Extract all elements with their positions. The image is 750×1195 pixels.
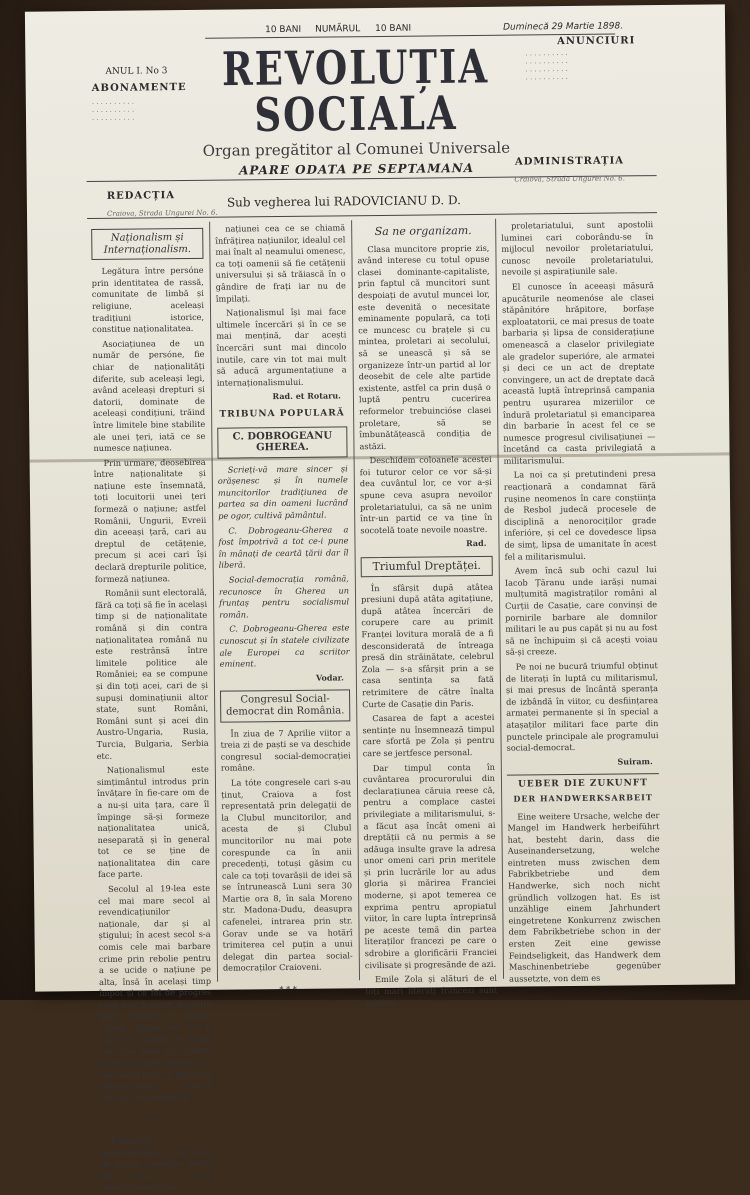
- redactia-label: REDACȚIA: [106, 190, 176, 202]
- paragraph: Legătura între persóne prin identitatea de rassă, comunitate de limbă și religiune, aceleași tradițiuni istorice, constitue naționalitatea.: [91, 265, 205, 335]
- paragraph: Clasa muncitore proprie zis, având interese cu totul opuse clasei dominante-capitaliste, prin faptul că muncitori sunt despoiați de avutul muncei lor, este devenită o necesitate eminamente populară, ca toți ce muncesc cu brațele și cu mintea, proletari ai secolului, să se unească și să se organizeze într-un partid al lor deosebit de cele alte partide existente, astfel ca prin dușă o luptă pentru cucerirea reformelor trebuincióse clasei proletare, să se îmbunătățească condiția de astăzi.: [357, 242, 492, 451]
- price-left: 10 BANI: [265, 24, 302, 36]
- article-title-organizam: Sa ne organizam.: [374, 224, 472, 239]
- paragraph: Prin urmare, deosebirea între naționalitate și națiune este însemnată, toți locuitorii unei țeri formeză o națiune; astfel Românii, Ungurii, Evreii din aceeași țară, cari au dreptul de cetățenie, precum și acei cari își declară drepturile politice, formeză națiunea.: [93, 456, 207, 584]
- paragraph: Exemplul naționalităților a dat mult de gândit capetelor nobile din care a eșit internaționalismul: [100, 1135, 214, 1193]
- anunciuri-label: ANUNCIURI: [557, 35, 636, 48]
- article-title-triumf: Triumful Dreptăței.: [361, 556, 493, 577]
- tribuna-heading: TRIBUNA POPULARĂ: [219, 408, 345, 420]
- paragraph: Avem încă sub ochi cazul lui Iacob Țăranu unde iarăși numai mulțumită magistraților români al Curții de Casație, care convinși de pornirile barbare ale domnilor militari le au pus capăt și nu au fost să ne închipuim și că acești voiau să-și creeze.: [504, 564, 658, 658]
- article-title-ueber: UEBER DIE ZUKUNFT: [518, 778, 648, 790]
- column-4: [501, 219, 661, 984]
- paragraph: La tóte congresele cari s-au ținut, Craiova a fost representată prin delegații de la Clubul muncitorilor, and acesta de și Clubul muncitorilor nu mai pote corespunde ca în anii precedenți, totuși găsim cu cale ca toți tovarășii de idei să se întrunească Luni sera 30 Martie ora 8, în sala Moreno str. Madona-Dudu, deasupra cafenelei, intrarea prin str. Gorav unde se va hotărî trimiterea cel puțin a unui delegat din partea social-democraților Craioveni.: [221, 776, 353, 974]
- paragraph: proletariatului, sunt apostolii luminei cari coborându-se în mijlocul nevoilor proletariatului, cunosc nevoile proletariatului, nevoile și aspirațiunile sale.: [501, 219, 654, 278]
- paragraph: Naționalismul își mai face ultimele încercări și în ce se mai mențină, dar acești încercări sunt mai dincolo inutile, care vin tot mai mult să aducă argumentațiune a internaționalismului.: [216, 306, 347, 388]
- section-stars: * * *: [279, 983, 297, 995]
- article-title-gherea: C. DOBROGEANU GHEREA.: [217, 426, 347, 459]
- newspaper-title: REVOLUȚIA SOCIALA: [221, 38, 490, 143]
- masthead: [195, 38, 516, 178]
- publication-frequency: APARE ODATA PE SEPTAMANA: [238, 160, 475, 178]
- issue-date: Duminecă 29 Martie 1898.: [503, 21, 624, 33]
- paragraph: Naționalismul este simțimântul introdus prin învățare în fie-care om de a nu-și uita țara, care îl împinge să-și formeze naționalitatea unică, neseparată și în general tot ce se ține de naționalitatea din care face parte.: [96, 763, 210, 880]
- paragraph: Dar timpul conta în cuvântarea procurorului din declarațiunea căruia reese că, pentru a complace castei privilegiate a militarismului, s-a făcut așa încât omeni ai dreptății că nu permis a se adăuga insulte grave la adresa unor omeni cari prin meritele și prin lucrările lor au adus gloria și mărirea Franciei moderne, și apot temerea ce exprima pentru apropiatul viitor, în care lupta întreprinsă pe aceste temă din partea literaților francezi pe care o sdrobire a glorificării Franciei civilisate și progresănde de azi.: [362, 761, 497, 970]
- article-title-congres: Congresul Social-democrat din România.: [220, 690, 350, 723]
- abonamente-box: ABONAMENTE · · · · · · · · · · · · · · · · · · · · · · · · · · · · · ·: [92, 82, 202, 124]
- abonamente-label: ABONAMENTE: [91, 82, 187, 94]
- paragraph: Social-democrația română, recunosce în Gherea un fruntaș pentru socialismul român.: [218, 573, 350, 620]
- section-stars: * * *: [147, 1113, 166, 1124]
- paragraph: Pe noi ne bucură triumful obținut de literați în luptă cu militarismul, și mai presus de încântă speranța de izbândă în viitor, cu desființarea armatei permanente și în special a atașaților militari face parte din punctele principale ale programului social-democrat.: [505, 660, 659, 753]
- paragraph: Secolul al 19-lea este cel mai mare secol al revendicațiunilor naționale, dar și al știgului; în acest secol s-a comis cele mai barbare crime prin rebolie pentru a se ucide o națiune pe alta, însă în același timp împot și ce fel de progres care s-ar fi putut desvolta dacă atâtea și atâtea capete tinere nu ar fi căzut pe câmpul de resboi sau mai bine pe câmpul crimei numite națiune; ce spectacol trist va presenta generațiunilor viitore chestia naționalității!: [98, 882, 213, 1103]
- paragraph: Asociațiunea de un număr de persóne, fie chiar de naționalități diferite, sub aceleași legi, având aceleași drepturi și datorii, dominate de aceleași condițiuni, trăind între limitele bine stabilite ale unei țeri, iată ce se numesce națiunea.: [92, 337, 206, 454]
- editor-line: Sub vegherea lui RADOVICIANU D. D.: [226, 193, 462, 210]
- redactia-box: [107, 190, 218, 218]
- signature-vodar: Vodar.: [315, 672, 344, 683]
- signature-rad: Rad.: [466, 538, 487, 549]
- signature-rotaru: Rad. et Rotaru.: [272, 390, 341, 402]
- signature-suiram: Suiram.: [617, 755, 653, 767]
- article-subtitle-ueber: DER HANDWERKSARBEIT: [513, 792, 653, 804]
- paragraph: Deschidem coloanele acestei foi tuturor celor ce vor să-și dea cuvântul lor, ce vor a-și spune ceva asupra nevoilor proletariatului, ca să ne unim într-un partid ce va ține în socotelă toate nevoile noastre.: [359, 454, 493, 536]
- article-title-nationalism: Naționalism și Internaționalism.: [91, 228, 203, 260]
- year-issue: ANUL I. No 3: [105, 66, 168, 77]
- paragraph: Scrieți-vă mare sincer și orășenesc și în numele muncitorilor tradițiunea de partea sa din oameni lucrând pe ogor, cultivă pământul.: [217, 463, 349, 521]
- price-right: 10 BANI: [375, 23, 412, 35]
- column-3: [357, 221, 498, 1008]
- administratia-label: ADMINISTRAȚIA: [514, 155, 625, 168]
- paragraph: La noi ca și pretutindeni presa reacționară a condamnat fără rușine neomenos în care conștiința de Resbol judecă procesele de disciplină a nenorociților grade inferióre, și cel ce dovedesce lipsa de simț, lipsa de umanitate în acest fel a militarismului.: [503, 468, 657, 562]
- column-1: [91, 224, 214, 1193]
- anunciuri-box: ANUNCIURI · · · · · · · · · · · · · · · · · · · · · · · · · · · · · · · · · · · · · · · ·: [525, 35, 636, 84]
- column-2: [215, 222, 353, 995]
- paragraph: El cunosce în aceeași măsură apucăturile neomenóse ale clasei stăpânitóre hrăpitore, borfașe exploatatorii, ce mai presus de toate barbaria și lipsa de considerațiune omenească a claselor privilegiate ale gradelor superióre, ale armatei și deci ce un act de dreptate convingere, un act de dreptate dacă această luptă întreprinsă campania pentru ușurarea mizeriilor ce îndură proletariatul și emanciparea din barbarie în acest fel ce se numesce progresul civilisațiunei — încetând ca casta privilegiată a militarismului.: [501, 280, 656, 466]
- section-rule: [507, 773, 659, 776]
- administratia-box: [494, 155, 644, 184]
- paragraph: națiunei cea ce se chiamă înfrățirea națiunilor, idealul cel mai înalt al neamului omenesc, ca toți oamenii să fie cetățenii universului și să trăiască în o gândire de frați iar nu de împilați.: [215, 222, 346, 304]
- paragraph: Casarea de fapt a acestei sentințe nu însemnează timpul care sfortă pe Zola și pentru care se jertfesce personal.: [362, 711, 495, 759]
- administratia-address: Craiova, Strada Ungurei No. 6.: [514, 174, 626, 184]
- newspaper-subtitle: Organ pregătitor al Comunei Universale: [202, 138, 511, 160]
- redactia-address: Craiova, Strada Ungurei No. 6.: [106, 208, 218, 218]
- issue-number-label: NUMĂRUL: [315, 24, 361, 35]
- paragraph: Emile Zola și alături de el toți mari literați francezi sunt prietini: [365, 973, 498, 1008]
- paragraph: În ziua de 7 Aprilie viitor a treia zi de paști se va deschide congresul social-democrației române.: [220, 726, 351, 774]
- paragraph: C. Dobrogeanu-Gherea este cunoscut și în statele civilizate ale Europei ca scriitor eminent.: [219, 622, 350, 669]
- newspaper-page: [25, 4, 735, 1193]
- paragraph: În sfârșit după atâtea presiuni după atâta agitațiune, după atâtea încercări de corupere care au primit Franței lovitura morală de a fi desconsiderată de întreaga presă din străinătate, celebrul Zola — s-a sfârșit prin a se casa sentința sa fată retrimitere de către înalta Curte de Casație din Paris.: [361, 581, 495, 709]
- paragraph: Eine weitere Ursache, welche der Mangel im Handwerk herbeiführt hat, besteht darin, dass die Auseinandersetzung, welche eintreten muss zwischen dem Fabrikbetriebe und dem Handwerke, sich noch nicht gründlich vollzogen hat. Es ist unzählige einem Jahrhundert eingetretene Konkurrenz zwischen dem Fabrikbetriebe schon in der ersten Zeit eine gewisse Feindseligkeit, das Handwerk dem Maschinenbetriebe gegenüber aussetzte, von dem es: [507, 809, 661, 984]
- paragraph: C. Dobrogeanu-Gherea a fost împotrivă a tot ce-i pune în mânați de ceartă țării dar îl liberă.: [218, 523, 349, 571]
- paragraph: Românii sunt electorală, fără ca toți să fie în același timp și de naționalitate română și din contra naționalitatea română nu este restrânsă între limitele politice ale României; ea se compune și din toți acei, cari de și supuși dominațiunii altor state, sunt Români, Români sunt și acei din Austro-Ungaria, Rusia, Turcia, Bulgaria, Serbia etc.: [95, 587, 209, 761]
